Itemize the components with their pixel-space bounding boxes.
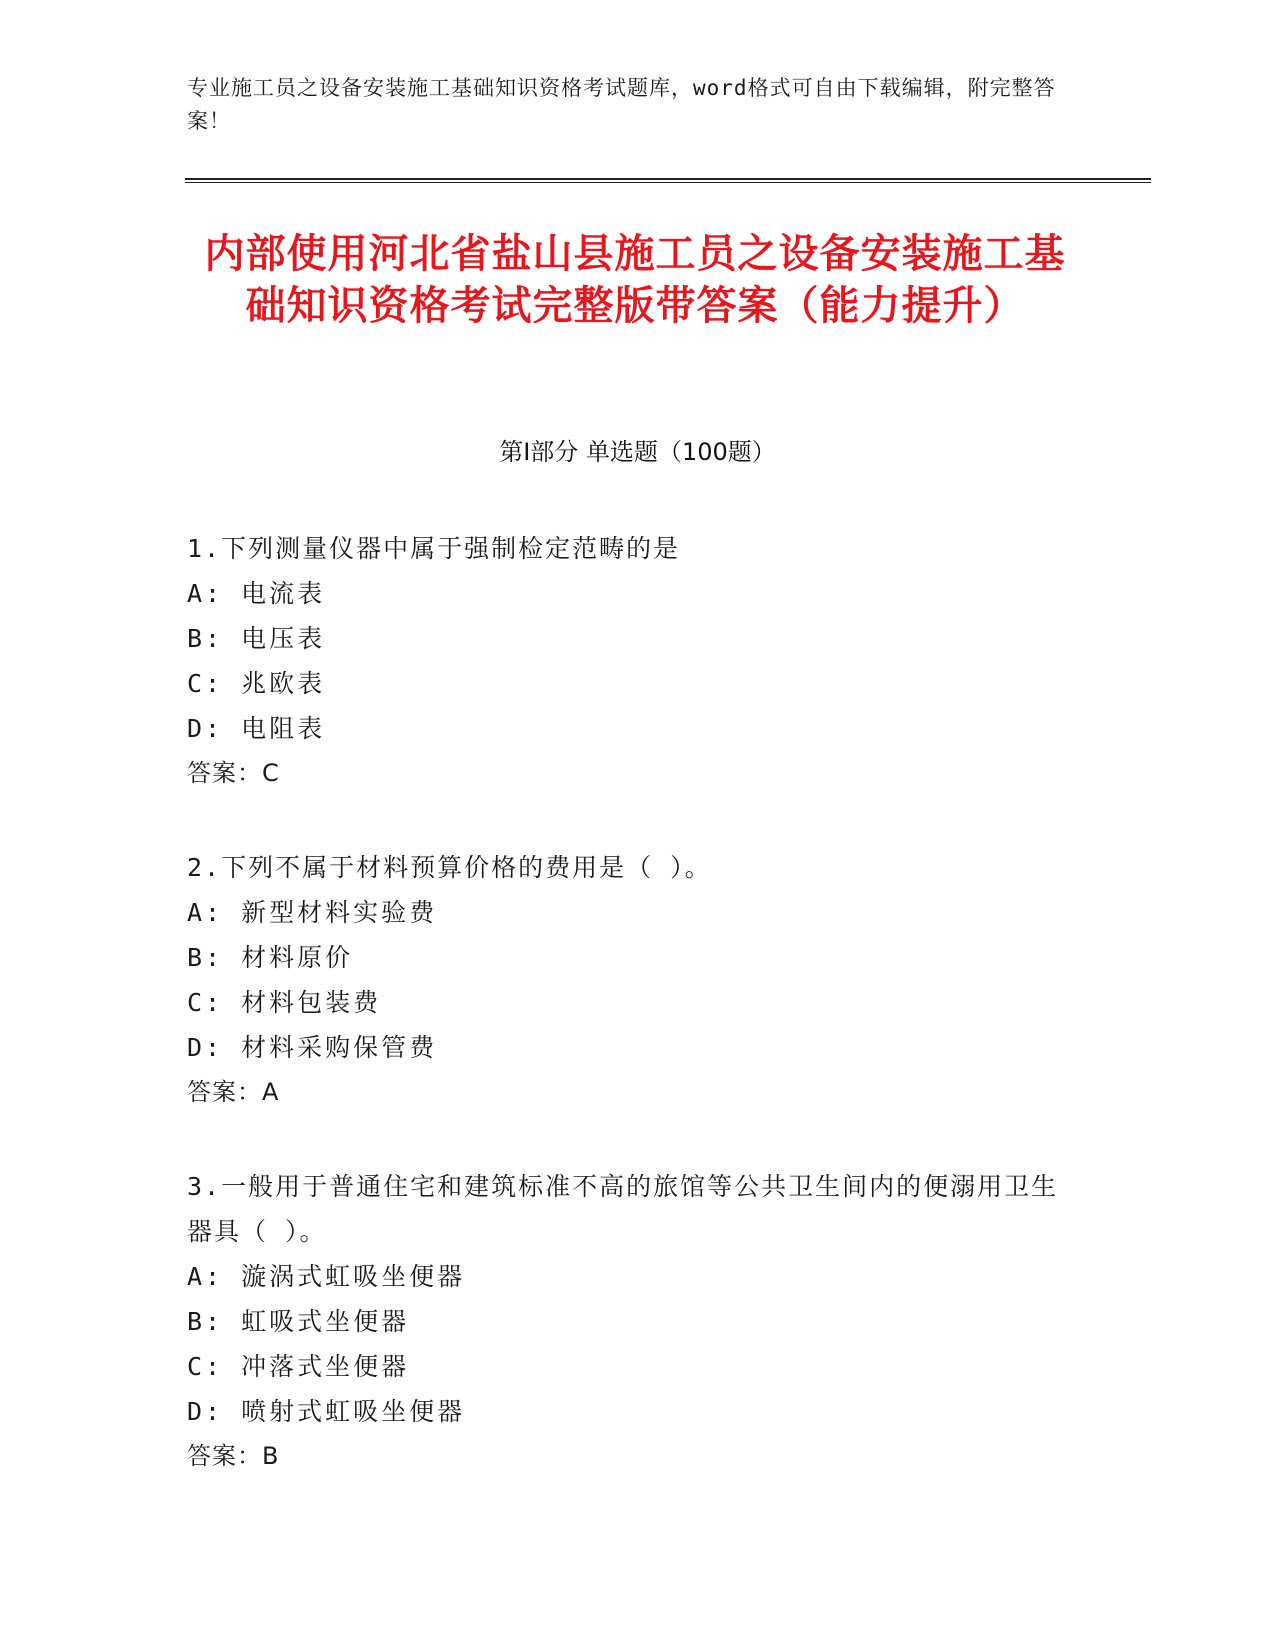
option-d: D: 喷射式虹吸坐便器 (187, 1397, 466, 1426)
question-stem: 1.下列测量仪器中属于强制检定范畴的是 (187, 534, 681, 563)
option-c: C: 冲落式坐便器 (187, 1352, 410, 1381)
option-b: B: 材料原价 (187, 943, 354, 972)
option-c: C: 材料包装费 (187, 988, 382, 1017)
question-2 (187, 845, 1067, 1115)
option-c: C: 兆欧表 (187, 669, 326, 698)
header-note: 专业施工员之设备安装施工基础知识资格考试题库，word格式可自由下载编辑，附完整答案！ (187, 76, 1056, 133)
option-a: A: 电流表 (187, 579, 326, 608)
option-a: A: 漩涡式虹吸坐便器 (187, 1262, 466, 1291)
question-stem: 3.一般用于普通住宅和建筑标准不高的旅馆等公共卫生间内的便溺用卫生器具（ ）。 (187, 1172, 1059, 1246)
option-a: A: 新型材料实验费 (187, 898, 438, 927)
answer: 答案：A (187, 1078, 280, 1106)
answer: 答案：C (187, 759, 280, 787)
question-stem: 2.下列不属于材料预算价格的费用是（ ）。 (187, 853, 712, 882)
answer: 答案：B (187, 1442, 280, 1470)
header-divider (185, 178, 1151, 183)
section-title: 第Ⅰ部分 单选题（100题） (499, 438, 776, 466)
option-b: B: 虹吸式坐便器 (187, 1307, 410, 1336)
option-d: D: 电阻表 (187, 714, 326, 743)
document-title: 内部使用河北省盐山县施工员之设备安装施工基础知识资格考试完整版带答案（能力提升） (204, 231, 1066, 329)
option-b: B: 电压表 (187, 624, 326, 653)
option-d: D: 材料采购保管费 (187, 1033, 438, 1062)
question-3 (187, 1164, 1067, 1479)
question-1 (187, 526, 1067, 796)
